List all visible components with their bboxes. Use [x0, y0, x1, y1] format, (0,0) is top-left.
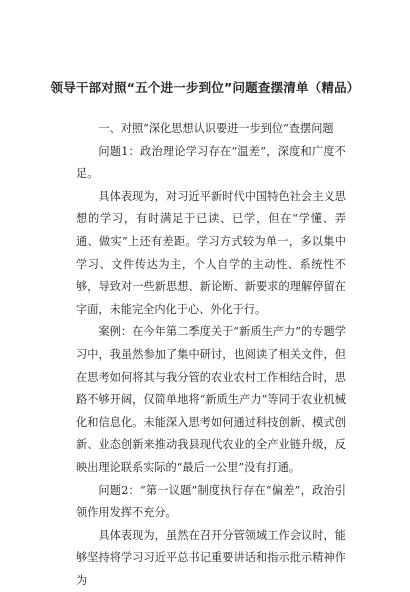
issue-heading: 问题2：“第一议题”制度执行存在“偏差”，政治引领作用发挥不充分。	[76, 483, 346, 520]
case-paragraph: 案例：在今年第二季度关于“新质生产力”的专题学习中，我虽然参加了集中研讨，也阅读了相关文件，但在思考如何将其与我分管的农业农村工作相结合时，思路不够开阔，仅简单地将“新质生产力”等同于农业机械化和信息化。未能深入思考如何通过科技创新、模式创新、业态创新来推动我县现代农业的全产业链升级，反映出理论联系实际的“最后一公里”没有打通。	[76, 325, 346, 474]
body-paragraph: 具体表现为，对习近平新时代中国特色社会主义思想的学习，有时满足于已读、已学，但在“学懂、弄通、做实”上还有差距。学习方式较为单一，多以集中学习、文件传达为主，个人自学的主动性、系统性不够，导致对一些新思想、新论断、新要求的理解停留在字面，未能完全内化于心、外化于行。	[76, 189, 346, 316]
section-heading: 一、对照“深化思想认识要进一步到位”查摆问题	[98, 122, 334, 135]
issue-heading: 问题1：政治理论学习存在“温差”，深度和广度不足。	[76, 144, 346, 181]
document-title: 领导干部对照“五个进一步到位”问题查摆清单（精品）	[50, 80, 360, 95]
body-paragraph: 具体表现为，虽然在召开分管领域工作会议时，能够坚持将学习习近平总书记重要讲话和指示批示精神作为	[76, 528, 346, 587]
document-body	[76, 116, 346, 592]
